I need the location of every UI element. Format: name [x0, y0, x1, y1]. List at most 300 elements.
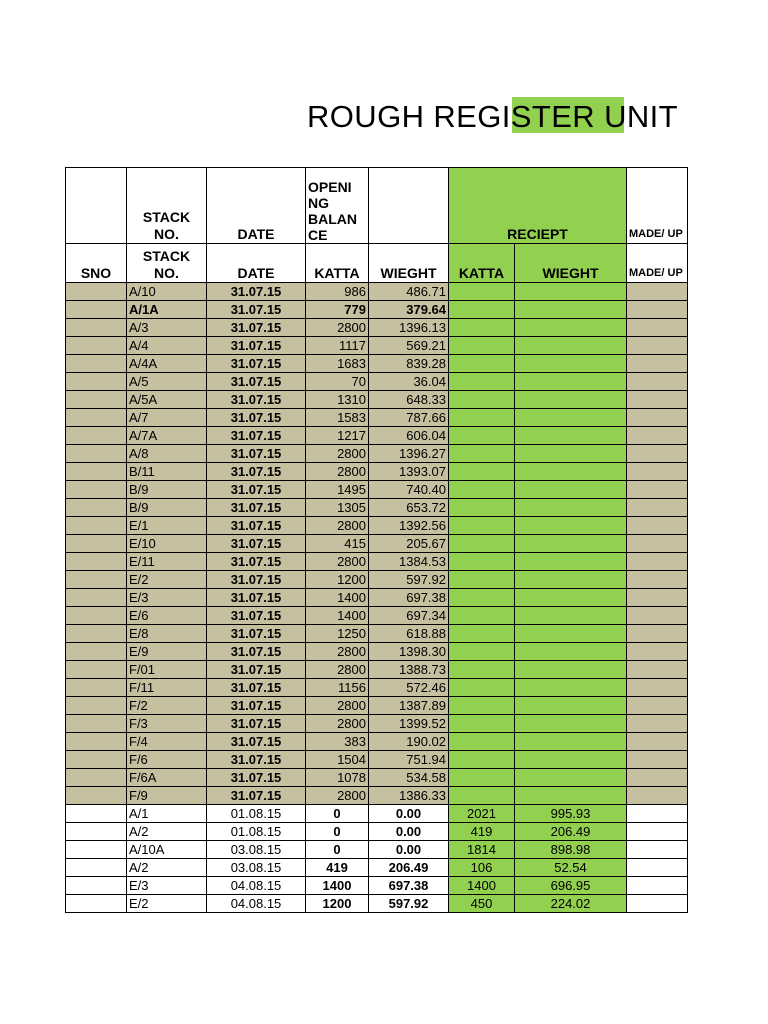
sno-cell [66, 589, 127, 607]
weight-cell: 740.40 [369, 481, 449, 499]
reciept-weight-cell [515, 301, 627, 319]
table-row[interactable] [66, 373, 688, 391]
sno-cell [66, 715, 127, 733]
stack-no-cell: E/3 [127, 589, 207, 607]
made-up-cell [627, 319, 688, 337]
header-reciept-label: RECIEPT [507, 226, 568, 242]
table-row[interactable] [66, 517, 688, 535]
sno-cell [66, 535, 127, 553]
weight-cell: 697.34 [369, 607, 449, 625]
weight-cell: 1396.27 [369, 445, 449, 463]
sno-cell [66, 571, 127, 589]
reciept-weight-cell [515, 535, 627, 553]
made-up-cell [627, 841, 688, 859]
table-row[interactable] [66, 679, 688, 697]
sno-cell [66, 301, 127, 319]
katta-cell: 1078 [306, 769, 369, 787]
reciept-katta-cell [449, 607, 515, 625]
header-made-up-top [627, 168, 688, 244]
katta-cell: 1683 [306, 355, 369, 373]
header-made-up-label-2: MADE/ UP [629, 267, 683, 279]
table-row[interactable] [66, 571, 688, 589]
stack-no-cell: F/6 [127, 751, 207, 769]
reciept-katta-cell [449, 553, 515, 571]
katta-cell: 1117 [306, 337, 369, 355]
made-up-cell [627, 553, 688, 571]
table-row[interactable] [66, 625, 688, 643]
katta-cell: 1310 [306, 391, 369, 409]
date-cell: 04.08.15 [207, 895, 306, 913]
reciept-weight-cell [515, 751, 627, 769]
reciept-weight-cell: 696.95 [515, 877, 627, 895]
table-row[interactable] [66, 859, 688, 877]
header-rec-weight [515, 244, 627, 283]
sno-cell [66, 427, 127, 445]
made-up-cell [627, 607, 688, 625]
reciept-weight-cell [515, 679, 627, 697]
table-row[interactable] [66, 733, 688, 751]
made-up-cell [627, 697, 688, 715]
date-cell: 31.07.15 [207, 535, 306, 553]
reciept-weight-cell [515, 445, 627, 463]
stack-no-cell: B/11 [127, 463, 207, 481]
table-row[interactable] [66, 445, 688, 463]
sno-cell [66, 697, 127, 715]
reciept-weight-cell [515, 463, 627, 481]
header-date-top [207, 168, 306, 244]
katta-cell: 0 [306, 805, 369, 823]
date-cell: 01.08.15 [207, 823, 306, 841]
katta-cell: 2800 [306, 661, 369, 679]
weight-cell: 0.00 [369, 823, 449, 841]
header-katta [306, 244, 369, 283]
table-row[interactable] [66, 319, 688, 337]
header-reciept [449, 168, 627, 244]
stack-no-cell: E/3 [127, 877, 207, 895]
reciept-katta-cell: 1400 [449, 877, 515, 895]
sno-cell [66, 895, 127, 913]
table-row[interactable] [66, 589, 688, 607]
table-row[interactable] [66, 283, 688, 301]
reciept-katta-cell: 419 [449, 823, 515, 841]
sno-cell [66, 337, 127, 355]
table-row[interactable] [66, 805, 688, 823]
made-up-cell [627, 463, 688, 481]
reciept-katta-cell [449, 589, 515, 607]
table-row[interactable] [66, 355, 688, 373]
sno-cell [66, 553, 127, 571]
reciept-katta-cell [449, 283, 515, 301]
weight-cell: 0.00 [369, 805, 449, 823]
table-row[interactable] [66, 481, 688, 499]
made-up-cell [627, 769, 688, 787]
table-row[interactable] [66, 877, 688, 895]
made-up-cell [627, 445, 688, 463]
made-up-cell [627, 283, 688, 301]
date-cell: 03.08.15 [207, 841, 306, 859]
header-sno [66, 244, 127, 283]
header-sno-label: SNO [80, 265, 112, 281]
weight-cell: 1398.30 [369, 643, 449, 661]
made-up-cell [627, 751, 688, 769]
reciept-katta-cell [449, 679, 515, 697]
date-cell: 31.07.15 [207, 283, 306, 301]
reciept-weight-cell [515, 283, 627, 301]
reciept-weight-cell [515, 715, 627, 733]
stack-no-cell: E/10 [127, 535, 207, 553]
sno-cell [66, 769, 127, 787]
reciept-weight-cell [515, 643, 627, 661]
reciept-katta-cell [449, 337, 515, 355]
header-weight [369, 244, 449, 283]
reciept-weight-cell [515, 733, 627, 751]
date-cell: 31.07.15 [207, 697, 306, 715]
reciept-katta-cell [449, 445, 515, 463]
reciept-katta-cell [449, 355, 515, 373]
reciept-katta-cell [449, 319, 515, 337]
stack-no-cell: A/4A [127, 355, 207, 373]
katta-cell: 779 [306, 301, 369, 319]
katta-cell: 383 [306, 733, 369, 751]
stack-no-cell: F/6A [127, 769, 207, 787]
weight-cell: 572.46 [369, 679, 449, 697]
katta-cell: 2800 [306, 787, 369, 805]
header-weight-top [369, 168, 449, 244]
date-cell: 31.07.15 [207, 355, 306, 373]
katta-cell: 2800 [306, 463, 369, 481]
header-weight-label: WIEGHT [380, 265, 437, 281]
weight-cell: 648.33 [369, 391, 449, 409]
sno-cell [66, 373, 127, 391]
reciept-katta-cell [449, 787, 515, 805]
made-up-cell [627, 877, 688, 895]
katta-cell: 70 [306, 373, 369, 391]
weight-cell: 1387.89 [369, 697, 449, 715]
made-up-cell [627, 823, 688, 841]
sno-cell [66, 733, 127, 751]
katta-cell: 1583 [306, 409, 369, 427]
table-row[interactable] [66, 715, 688, 733]
reciept-weight-cell: 52.54 [515, 859, 627, 877]
reciept-weight-cell [515, 409, 627, 427]
reciept-katta-cell [449, 499, 515, 517]
title-area [0, 95, 686, 139]
sno-cell [66, 823, 127, 841]
stack-no-cell: E/6 [127, 607, 207, 625]
stack-no-cell: F/11 [127, 679, 207, 697]
header-opening-balance-label: OPENI NG BALAN CE [308, 179, 357, 243]
katta-cell: 2800 [306, 643, 369, 661]
header-rec-weight-label: WIEGHT [542, 265, 599, 281]
stack-no-cell: F/01 [127, 661, 207, 679]
table-row[interactable] [66, 643, 688, 661]
header-rec-katta-label: KATTA [458, 265, 505, 281]
reciept-katta-cell [449, 481, 515, 499]
reciept-weight-cell [515, 769, 627, 787]
date-cell: 31.07.15 [207, 409, 306, 427]
reciept-weight-cell: 224.02 [515, 895, 627, 913]
date-cell: 31.07.15 [207, 553, 306, 571]
weight-cell: 534.58 [369, 769, 449, 787]
katta-cell: 415 [306, 535, 369, 553]
stack-no-cell: A/5A [127, 391, 207, 409]
date-cell: 31.07.15 [207, 643, 306, 661]
made-up-cell [627, 895, 688, 913]
date-cell: 31.07.15 [207, 427, 306, 445]
date-cell: 31.07.15 [207, 769, 306, 787]
reciept-weight-cell [515, 571, 627, 589]
made-up-cell [627, 805, 688, 823]
sno-cell [66, 787, 127, 805]
date-cell: 31.07.15 [207, 679, 306, 697]
made-up-cell [627, 391, 688, 409]
reciept-weight-cell [515, 499, 627, 517]
katta-cell: 1200 [306, 571, 369, 589]
sno-cell [66, 481, 127, 499]
weight-cell: 206.49 [369, 859, 449, 877]
date-cell: 31.07.15 [207, 517, 306, 535]
katta-cell: 1400 [306, 877, 369, 895]
reciept-weight-cell [515, 337, 627, 355]
weight-cell: 1393.07 [369, 463, 449, 481]
katta-cell: 1400 [306, 589, 369, 607]
reciept-weight-cell [515, 517, 627, 535]
weight-cell: 190.02 [369, 733, 449, 751]
reciept-katta-cell: 450 [449, 895, 515, 913]
weight-cell: 597.92 [369, 895, 449, 913]
made-up-cell [627, 301, 688, 319]
table-row[interactable] [66, 391, 688, 409]
sno-cell [66, 319, 127, 337]
reciept-weight-cell [515, 319, 627, 337]
date-cell: 31.07.15 [207, 481, 306, 499]
header-date-label: DATE [237, 226, 275, 242]
weight-cell: 606.04 [369, 427, 449, 445]
weight-cell: 1384.53 [369, 553, 449, 571]
katta-cell: 0 [306, 823, 369, 841]
header-sno-top [66, 168, 127, 244]
reciept-katta-cell [449, 769, 515, 787]
sno-cell [66, 283, 127, 301]
table-row[interactable] [66, 895, 688, 913]
sno-cell [66, 409, 127, 427]
reciept-katta-cell: 2021 [449, 805, 515, 823]
katta-cell: 986 [306, 283, 369, 301]
reciept-weight-cell [515, 481, 627, 499]
table-row[interactable] [66, 787, 688, 805]
table-row[interactable] [66, 499, 688, 517]
katta-cell: 2800 [306, 553, 369, 571]
table-row[interactable] [66, 697, 688, 715]
katta-cell: 2800 [306, 715, 369, 733]
date-cell: 31.07.15 [207, 625, 306, 643]
katta-cell: 419 [306, 859, 369, 877]
stack-no-cell: F/3 [127, 715, 207, 733]
table-row[interactable] [66, 463, 688, 481]
date-cell: 31.07.15 [207, 499, 306, 517]
table-row[interactable] [66, 553, 688, 571]
weight-cell: 205.67 [369, 535, 449, 553]
reciept-katta-cell: 106 [449, 859, 515, 877]
made-up-cell [627, 589, 688, 607]
weight-cell: 1396.13 [369, 319, 449, 337]
table-row[interactable] [66, 841, 688, 859]
table-row[interactable] [66, 337, 688, 355]
made-up-cell [627, 517, 688, 535]
stack-no-cell: B/9 [127, 499, 207, 517]
stack-no-cell: A/7 [127, 409, 207, 427]
date-cell: 31.07.15 [207, 715, 306, 733]
sno-cell [66, 391, 127, 409]
katta-cell: 2800 [306, 319, 369, 337]
made-up-cell [627, 535, 688, 553]
date-cell: 31.07.15 [207, 733, 306, 751]
weight-cell: 1388.73 [369, 661, 449, 679]
reciept-katta-cell [449, 643, 515, 661]
register-table [65, 167, 688, 913]
stack-no-cell: F/2 [127, 697, 207, 715]
stack-no-cell: E/2 [127, 895, 207, 913]
sno-cell [66, 463, 127, 481]
sno-cell [66, 661, 127, 679]
date-cell: 31.07.15 [207, 445, 306, 463]
header-made-up [627, 244, 688, 283]
table-row[interactable] [66, 535, 688, 553]
stack-no-cell: A/1 [127, 805, 207, 823]
katta-cell: 1504 [306, 751, 369, 769]
reciept-weight-cell [515, 553, 627, 571]
katta-cell: 2800 [306, 517, 369, 535]
stack-no-cell: A/2 [127, 823, 207, 841]
stack-no-cell: A/4 [127, 337, 207, 355]
header-row-1 [66, 168, 688, 244]
stack-no-cell: E/8 [127, 625, 207, 643]
date-cell: 31.07.15 [207, 787, 306, 805]
table-row[interactable] [66, 409, 688, 427]
reciept-weight-cell: 898.98 [515, 841, 627, 859]
reciept-weight-cell [515, 607, 627, 625]
table-row[interactable] [66, 661, 688, 679]
sno-cell [66, 607, 127, 625]
reciept-katta-cell [449, 427, 515, 445]
made-up-cell [627, 715, 688, 733]
made-up-cell [627, 409, 688, 427]
katta-cell: 1200 [306, 895, 369, 913]
weight-cell: 569.21 [369, 337, 449, 355]
katta-cell: 1305 [306, 499, 369, 517]
reciept-katta-cell [449, 463, 515, 481]
stack-no-cell: A/8 [127, 445, 207, 463]
reciept-weight-cell [515, 391, 627, 409]
table-row[interactable] [66, 823, 688, 841]
made-up-cell [627, 643, 688, 661]
table-row[interactable] [66, 427, 688, 445]
header-date [207, 244, 306, 283]
katta-cell: 0 [306, 841, 369, 859]
table-row[interactable] [66, 301, 688, 319]
table-body [66, 283, 688, 913]
sno-cell [66, 625, 127, 643]
table-row[interactable] [66, 607, 688, 625]
made-up-cell [627, 337, 688, 355]
sno-cell [66, 877, 127, 895]
made-up-cell [627, 355, 688, 373]
made-up-cell [627, 859, 688, 877]
reciept-weight-cell [515, 787, 627, 805]
made-up-cell [627, 499, 688, 517]
reciept-weight-cell [515, 355, 627, 373]
stack-no-cell: A/3 [127, 319, 207, 337]
katta-cell: 1495 [306, 481, 369, 499]
reciept-katta-cell [449, 625, 515, 643]
table-row[interactable] [66, 751, 688, 769]
reciept-weight-cell [515, 625, 627, 643]
sno-cell [66, 841, 127, 859]
date-cell: 31.07.15 [207, 301, 306, 319]
stack-no-cell: A/1A [127, 301, 207, 319]
header-opening-balance [306, 168, 369, 244]
weight-cell: 751.94 [369, 751, 449, 769]
reciept-katta-cell [449, 301, 515, 319]
date-cell: 31.07.15 [207, 337, 306, 355]
reciept-katta-cell [449, 409, 515, 427]
page-title: ROUGH REGISTER UNIT [307, 99, 679, 134]
date-cell: 31.07.15 [207, 463, 306, 481]
made-up-cell [627, 571, 688, 589]
weight-cell: 653.72 [369, 499, 449, 517]
date-cell: 03.08.15 [207, 859, 306, 877]
stack-no-cell: A/10A [127, 841, 207, 859]
stack-no-cell: A/2 [127, 859, 207, 877]
sno-cell [66, 805, 127, 823]
reciept-weight-cell [515, 589, 627, 607]
date-cell: 31.07.15 [207, 571, 306, 589]
made-up-cell [627, 427, 688, 445]
reciept-weight-cell [515, 661, 627, 679]
header-row-2 [66, 244, 688, 283]
weight-cell: 1399.52 [369, 715, 449, 733]
weight-cell: 379.64 [369, 301, 449, 319]
stack-no-cell: A/7A [127, 427, 207, 445]
weight-cell: 0.00 [369, 841, 449, 859]
reciept-katta-cell [449, 535, 515, 553]
weight-cell: 697.38 [369, 589, 449, 607]
reciept-katta-cell [449, 751, 515, 769]
katta-cell: 1250 [306, 625, 369, 643]
reciept-katta-cell [449, 373, 515, 391]
weight-cell: 618.88 [369, 625, 449, 643]
header-date-label-2: DATE [237, 265, 275, 281]
weight-cell: 697.38 [369, 877, 449, 895]
reciept-katta-cell [449, 391, 515, 409]
weight-cell: 787.66 [369, 409, 449, 427]
reciept-katta-cell [449, 733, 515, 751]
header-stack-no [127, 244, 207, 283]
date-cell: 31.07.15 [207, 751, 306, 769]
sno-cell [66, 751, 127, 769]
reciept-katta-cell [449, 715, 515, 733]
header-stack-no-label-2: STACK NO. [142, 248, 191, 281]
stack-no-cell: E/1 [127, 517, 207, 535]
date-cell: 31.07.15 [207, 661, 306, 679]
date-cell: 31.07.15 [207, 391, 306, 409]
date-cell: 31.07.15 [207, 607, 306, 625]
table-row[interactable] [66, 769, 688, 787]
made-up-cell [627, 787, 688, 805]
date-cell: 31.07.15 [207, 373, 306, 391]
stack-no-cell: A/5 [127, 373, 207, 391]
made-up-cell [627, 625, 688, 643]
